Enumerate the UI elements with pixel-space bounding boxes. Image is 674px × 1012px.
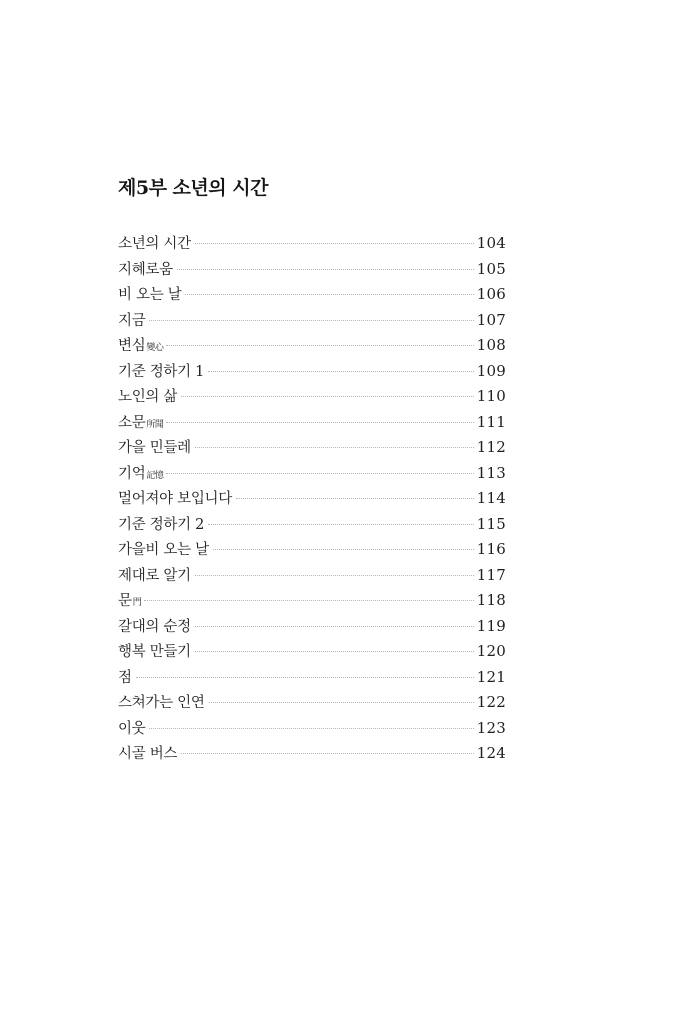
toc-entry-title	[118, 666, 133, 694]
dotted-leader	[195, 626, 474, 627]
toc-entry-title	[118, 360, 205, 388]
toc-entry	[118, 690, 506, 716]
toc-entry-title	[118, 232, 192, 260]
toc-entry-page-number: 120	[476, 642, 506, 660]
toc-entry-page-number: 115	[476, 514, 506, 533]
toc-entry-title-text: 노인의 삶	[118, 389, 178, 405]
dotted-leader	[166, 345, 473, 346]
toc-entry-title-text: 멀어져야 보입니다	[118, 491, 232, 507]
dotted-leader	[149, 320, 473, 321]
toc-entry-title-text: 가을비 오는 날	[118, 542, 209, 558]
toc-entry-title-text: 기준 정하기 2	[118, 516, 205, 533]
toc-entry	[118, 537, 506, 563]
dotted-leader	[149, 728, 473, 729]
toc-entry-page-number: 118	[476, 591, 506, 609]
toc-entry-title	[118, 462, 163, 490]
toc-entry-title	[118, 691, 206, 719]
dotted-leader	[209, 702, 474, 703]
toc-entry-title-text: 스쳐가는 인연	[118, 695, 205, 711]
dotted-leader	[208, 524, 474, 525]
toc-entry-title-text: 제대로 알기	[118, 567, 191, 584]
toc-entry	[118, 716, 506, 742]
toc-entry	[118, 461, 506, 487]
dotted-leader	[195, 651, 474, 652]
toc-entry-title	[118, 436, 192, 464]
toc-entry-page-number: 123	[476, 718, 506, 737]
toc-entry	[118, 639, 506, 665]
toc-entry	[118, 741, 506, 767]
toc-entry-title-text: 기억	[118, 465, 146, 482]
toc-entry-page-number: 106	[476, 285, 506, 303]
dotted-leader	[195, 447, 474, 448]
dotted-leader	[144, 600, 474, 601]
toc-entry-title	[118, 564, 192, 592]
toc-entry-title	[118, 615, 192, 643]
dotted-leader	[166, 473, 473, 474]
toc-entry-title	[118, 538, 210, 566]
toc-entry-page-number: 104	[476, 234, 506, 252]
toc-entry-page-number: 113	[476, 463, 506, 482]
dotted-leader	[236, 498, 474, 499]
toc-entry-title-text: 지혜로움	[118, 261, 173, 278]
dotted-leader	[166, 422, 473, 423]
table-of-contents	[118, 231, 506, 767]
toc-entry-title-text: 문	[118, 593, 132, 609]
dotted-leader	[213, 549, 474, 550]
dotted-leader	[181, 753, 474, 754]
toc-entry-title	[118, 334, 163, 362]
dotted-leader	[208, 371, 474, 372]
toc-entry	[118, 435, 506, 461]
toc-entry-hanja: 門	[132, 598, 142, 608]
toc-entry-title-text: 이웃	[118, 720, 146, 737]
toc-entry-page-number: 117	[476, 565, 506, 584]
toc-entry	[118, 333, 506, 359]
toc-entry	[118, 257, 506, 283]
toc-entry-page-number: 108	[476, 336, 506, 354]
toc-entry-title-text: 가을 민들레	[118, 440, 191, 456]
toc-entry-title-text: 변심	[118, 338, 146, 354]
toc-entry	[118, 231, 506, 257]
toc-entry-title-text: 시골 버스	[118, 746, 178, 762]
toc-entry-page-number: 122	[476, 693, 506, 711]
dotted-leader	[177, 269, 474, 270]
toc-entry-page-number: 105	[476, 259, 506, 278]
toc-entry	[118, 359, 506, 385]
toc-entry-page-number: 109	[476, 361, 506, 380]
toc-entry-title	[118, 742, 178, 770]
dotted-leader	[195, 243, 474, 244]
dotted-leader	[195, 575, 474, 576]
toc-entry	[118, 563, 506, 589]
toc-entry-title	[118, 487, 233, 515]
toc-entry-title-text: 비 오는 날	[118, 287, 182, 303]
toc-entry-title	[118, 411, 163, 439]
toc-entry-title	[118, 283, 182, 311]
toc-entry-title-text: 갈대의 순정	[118, 618, 191, 635]
toc-entry-hanja: 記憶	[146, 470, 164, 481]
toc-entry-title	[118, 717, 146, 745]
toc-entry-page-number: 107	[476, 310, 506, 329]
toc-entry-title-text: 소문	[118, 414, 146, 431]
toc-entry-title	[118, 513, 205, 541]
toc-entry-page-number: 112	[476, 438, 506, 456]
toc-entry-title-text: 소년의 시간	[118, 236, 191, 252]
toc-entry-page-number: 124	[476, 744, 506, 762]
toc-entry-page-number: 111	[476, 412, 506, 431]
toc-entry	[118, 486, 506, 512]
toc-entry-page-number: 119	[476, 616, 506, 635]
toc-entry-page-number: 110	[476, 387, 506, 405]
toc-entry-page-number: 121	[476, 667, 506, 686]
dotted-leader	[136, 677, 474, 678]
toc-entry-title-text: 점	[118, 669, 132, 686]
toc-entry-title	[118, 385, 178, 413]
toc-entry	[118, 282, 506, 308]
toc-entry	[118, 410, 506, 436]
part-title: 제5부 소년의 시간	[118, 177, 268, 199]
toc-entry-page-number: 114	[476, 489, 506, 507]
dotted-leader	[181, 396, 474, 397]
toc-entry	[118, 614, 506, 640]
toc-entry	[118, 665, 506, 691]
toc-entry-hanja: 所聞	[146, 419, 164, 430]
toc-entry	[118, 512, 506, 538]
toc-entry-page-number: 116	[476, 540, 506, 558]
toc-entry-hanja: 變心	[146, 343, 164, 353]
toc-entry-title-text: 기준 정하기 1	[118, 363, 205, 380]
dotted-leader	[185, 294, 473, 295]
toc-entry-title	[118, 258, 174, 286]
toc-entry-title	[118, 589, 141, 617]
toc-entry	[118, 588, 506, 614]
toc-entry-title	[118, 309, 146, 337]
toc-entry-title-text: 행복 만들기	[118, 644, 191, 660]
toc-entry	[118, 384, 506, 410]
toc-entry-title	[118, 640, 192, 668]
toc-entry-title-text: 지금	[118, 312, 146, 329]
toc-entry	[118, 308, 506, 334]
